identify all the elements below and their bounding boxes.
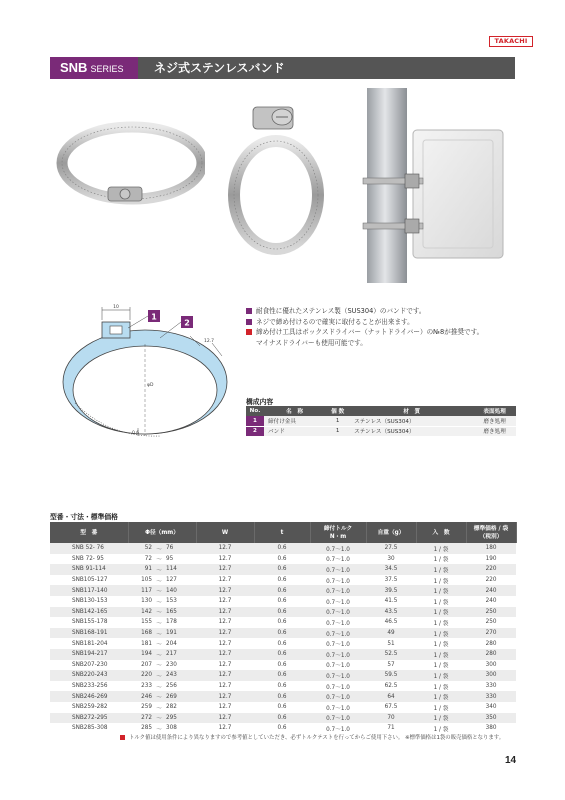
spec-torque: 0.7〜1.0 xyxy=(310,564,366,575)
spec-dia-min: 91 xyxy=(128,564,152,575)
spec-row xyxy=(50,681,516,692)
spec-row xyxy=(50,596,516,607)
callout-2: 2 xyxy=(184,318,190,328)
callout-1: 1 xyxy=(151,312,157,322)
spec-price: 350 xyxy=(466,713,516,724)
feature-text-continued: マイナスドライバーも使用可能です。 xyxy=(256,338,367,347)
dim-phi-label: φD xyxy=(147,383,154,388)
col-qty: 個 数 xyxy=(325,406,350,416)
spec-torque: 0.7〜1.0 xyxy=(310,681,366,692)
spec-w: 12.7 xyxy=(196,575,254,586)
spec-dia-sep: 〜 xyxy=(152,617,166,628)
spec-model: SNB 91-114 xyxy=(50,564,128,575)
bullet-square-icon xyxy=(120,735,125,740)
spec-t: 0.6 xyxy=(254,554,310,565)
spec-dia-max: 153 xyxy=(166,596,196,607)
dim-width-label: 10 xyxy=(113,305,119,310)
component-name: バンド xyxy=(264,426,325,436)
spec-row xyxy=(50,660,516,671)
spec-t: 0.6 xyxy=(254,607,310,618)
spec-w: 12.7 xyxy=(196,607,254,618)
spec-model: SNB233-256 xyxy=(50,681,128,692)
spec-dia-min: 259 xyxy=(128,702,152,713)
spec-row xyxy=(50,649,516,660)
series-header xyxy=(50,57,515,79)
spec-t: 0.6 xyxy=(254,543,310,554)
components-row xyxy=(246,426,516,436)
spec-torque: 0.7〜1.0 xyxy=(310,617,366,628)
spec-dia-sep: 〜 xyxy=(152,638,166,649)
spec-dia-min: 52 xyxy=(128,543,152,554)
spec-row xyxy=(50,691,516,702)
component-finish: 磨き処理 xyxy=(473,426,516,436)
bullet-square-icon xyxy=(246,329,252,335)
spec-dia-sep: 〜 xyxy=(152,575,166,586)
spec-row xyxy=(50,543,516,554)
component-qty: 1 xyxy=(325,416,350,426)
bullet-square-icon xyxy=(246,319,252,325)
spec-price: 250 xyxy=(466,607,516,618)
spec-t: 0.6 xyxy=(254,649,310,660)
spec-model: SNB142-165 xyxy=(50,607,128,618)
spec-w: 12.7 xyxy=(196,649,254,660)
spec-dia-sep: 〜 xyxy=(152,585,166,596)
spec-torque: 0.7〜1.0 xyxy=(310,723,366,734)
spec-price: 300 xyxy=(466,660,516,671)
spec-torque: 0.7〜1.0 xyxy=(310,660,366,671)
spec-dia-max: 295 xyxy=(166,713,196,724)
col-price: 標準価格 / 袋 （税別） xyxy=(466,522,516,543)
feature-text: ネジで締め付けるので確実に取付ることが出来ます。 xyxy=(256,317,414,326)
spec-qty: 1 / 袋 xyxy=(416,723,466,734)
spec-dia-max: 165 xyxy=(166,607,196,618)
spec-dia-max: 230 xyxy=(166,660,196,671)
spec-price: 220 xyxy=(466,564,516,575)
col-name: 名 称 xyxy=(264,406,325,416)
spec-t: 0.6 xyxy=(254,564,310,575)
spec-weight: 43.5 xyxy=(366,607,416,618)
spec-dia-sep: 〜 xyxy=(152,554,166,565)
spec-t: 0.6 xyxy=(254,596,310,607)
feature-item xyxy=(246,327,536,338)
spec-torque: 0.7〜1.0 xyxy=(310,691,366,702)
col-t: t xyxy=(254,522,310,543)
spec-row xyxy=(50,554,516,565)
spec-w: 12.7 xyxy=(196,543,254,554)
spec-dia-max: 269 xyxy=(166,691,196,702)
spec-t: 0.6 xyxy=(254,660,310,671)
spec-price: 270 xyxy=(466,628,516,639)
spec-weight: 34.5 xyxy=(366,564,416,575)
spec-t: 0.6 xyxy=(254,723,310,734)
band-dimension-diagram xyxy=(50,298,240,458)
spec-price: 250 xyxy=(466,617,516,628)
spec-torque: 0.7〜1.0 xyxy=(310,585,366,596)
spec-torque: 0.7〜1.0 xyxy=(310,713,366,724)
spec-dia-min: 130 xyxy=(128,596,152,607)
component-material: ステンレス（SUS304） xyxy=(350,426,473,436)
spec-dia-max: 76 xyxy=(166,543,196,554)
spec-weight: 46.5 xyxy=(366,617,416,628)
col-model: 型 番 xyxy=(50,522,128,543)
spec-price: 240 xyxy=(466,596,516,607)
feature-item xyxy=(246,317,536,328)
spec-w: 12.7 xyxy=(196,596,254,607)
footnote xyxy=(120,733,504,741)
spec-weight: 70 xyxy=(366,713,416,724)
spec-w: 12.7 xyxy=(196,702,254,713)
spec-qty: 1 / 袋 xyxy=(416,660,466,671)
components-row xyxy=(246,416,516,426)
spec-model: SNB246-269 xyxy=(50,691,128,702)
spec-dia-max: 308 xyxy=(166,723,196,734)
spec-dia-max: 204 xyxy=(166,638,196,649)
spec-dia-min: 168 xyxy=(128,628,152,639)
spec-price: 300 xyxy=(466,670,516,681)
spec-qty: 1 / 袋 xyxy=(416,554,466,565)
spec-t: 0.6 xyxy=(254,585,310,596)
bullet-square-icon xyxy=(246,308,252,314)
spec-dia-sep: 〜 xyxy=(152,660,166,671)
spec-dia-min: 207 xyxy=(128,660,152,671)
spec-row xyxy=(50,628,516,639)
spec-dia-sep: 〜 xyxy=(152,628,166,639)
spec-dia-min: 246 xyxy=(128,691,152,702)
spec-torque: 0.7〜1.0 xyxy=(310,638,366,649)
spec-torque: 0.7〜1.0 xyxy=(310,554,366,565)
spec-weight: 27.5 xyxy=(366,543,416,554)
spec-dia-sep: 〜 xyxy=(152,649,166,660)
spec-weight: 37.5 xyxy=(366,575,416,586)
spec-model: SNB 52- 76 xyxy=(50,543,128,554)
spec-dia-max: 243 xyxy=(166,670,196,681)
spec-qty: 1 / 袋 xyxy=(416,681,466,692)
spec-price: 340 xyxy=(466,702,516,713)
spec-weight: 71 xyxy=(366,723,416,734)
spec-dia-sep: 〜 xyxy=(152,607,166,618)
col-no: No. xyxy=(246,406,264,416)
brand-logo: TAKACHI xyxy=(489,36,533,47)
spec-t: 0.6 xyxy=(254,617,310,628)
dim-w-label: 12.7 xyxy=(204,339,215,344)
component-no: 1 xyxy=(246,416,264,426)
spec-w: 12.7 xyxy=(196,638,254,649)
spec-row xyxy=(50,607,516,618)
col-finish: 表面処理 xyxy=(473,406,516,416)
components-title: 構成内容 xyxy=(246,398,274,406)
spec-price: 330 xyxy=(466,681,516,692)
spec-price: 280 xyxy=(466,649,516,660)
spec-model: SNB207-230 xyxy=(50,660,128,671)
spec-weight: 30 xyxy=(366,554,416,565)
spec-row xyxy=(50,564,516,575)
component-material: ステンレス（SUS304） xyxy=(350,416,473,426)
spec-table xyxy=(50,522,517,734)
spec-t: 0.6 xyxy=(254,702,310,713)
spec-dia-min: 181 xyxy=(128,638,152,649)
spec-weight: 52.5 xyxy=(366,649,416,660)
spec-t: 0.6 xyxy=(254,681,310,692)
spec-w: 12.7 xyxy=(196,670,254,681)
spec-dia-min: 272 xyxy=(128,713,152,724)
spec-weight: 41.5 xyxy=(366,596,416,607)
component-no: 2 xyxy=(246,426,264,436)
spec-torque: 0.7〜1.0 xyxy=(310,649,366,660)
component-qty: 1 xyxy=(325,426,350,436)
components-header-row xyxy=(246,406,516,416)
spec-dia-max: 178 xyxy=(166,617,196,628)
spec-t: 0.6 xyxy=(254,670,310,681)
col-qty: 入 数 xyxy=(416,522,466,543)
spec-model: SNB155-178 xyxy=(50,617,128,628)
spec-model: SNB220-243 xyxy=(50,670,128,681)
spec-w: 12.7 xyxy=(196,617,254,628)
spec-dia-max: 256 xyxy=(166,681,196,692)
components-table xyxy=(246,406,516,437)
spec-torque: 0.7〜1.0 xyxy=(310,543,366,554)
spec-dia-min: 233 xyxy=(128,681,152,692)
spec-weight: 51 xyxy=(366,638,416,649)
spec-w: 12.7 xyxy=(196,628,254,639)
col-diameter: Φ径（mm） xyxy=(128,522,196,543)
series-word: SERIES xyxy=(90,64,124,74)
spec-dia-sep: 〜 xyxy=(152,681,166,692)
feature-text: 締め付け工具はボックスドライバー（ナットドライバー）の№8が推奨です。 xyxy=(256,328,484,336)
spec-dia-min: 220 xyxy=(128,670,152,681)
spec-t: 0.6 xyxy=(254,638,310,649)
spec-model: SNB168-191 xyxy=(50,628,128,639)
page-title: ネジ式ステンレスバンド xyxy=(138,57,515,79)
spec-dia-max: 217 xyxy=(166,649,196,660)
spec-dia-sep: 〜 xyxy=(152,543,166,554)
spec-qty: 1 / 袋 xyxy=(416,564,466,575)
spec-t: 0.6 xyxy=(254,691,310,702)
spec-row xyxy=(50,702,516,713)
spec-model: SNB130-153 xyxy=(50,596,128,607)
spec-model: SNB117-140 xyxy=(50,585,128,596)
spec-row xyxy=(50,585,516,596)
spec-price: 220 xyxy=(466,575,516,586)
spec-dia-max: 282 xyxy=(166,702,196,713)
spec-dia-sep: 〜 xyxy=(152,691,166,702)
spec-dia-min: 117 xyxy=(128,585,152,596)
col-material: 材 質 xyxy=(350,406,473,416)
spec-row xyxy=(50,670,516,681)
spec-qty: 1 / 袋 xyxy=(416,628,466,639)
spec-dia-min: 194 xyxy=(128,649,152,660)
spec-price: 240 xyxy=(466,585,516,596)
spec-w: 12.7 xyxy=(196,554,254,565)
col-w: W xyxy=(196,522,254,543)
spec-weight: 67.5 xyxy=(366,702,416,713)
spec-weight: 39.5 xyxy=(366,585,416,596)
spec-qty: 1 / 袋 xyxy=(416,702,466,713)
page-number: 14 xyxy=(505,755,517,766)
feature-item xyxy=(246,306,536,317)
spec-qty: 1 / 袋 xyxy=(416,638,466,649)
spec-qty: 1 / 袋 xyxy=(416,649,466,660)
spec-dia-min: 285 xyxy=(128,723,152,734)
spec-w: 12.7 xyxy=(196,660,254,671)
spec-qty: 1 / 袋 xyxy=(416,596,466,607)
spec-dia-sep: 〜 xyxy=(152,596,166,607)
spec-qty: 1 / 袋 xyxy=(416,713,466,724)
spec-w: 12.7 xyxy=(196,691,254,702)
spec-dia-sep: 〜 xyxy=(152,564,166,575)
spec-price: 180 xyxy=(466,543,516,554)
spec-dia-max: 95 xyxy=(166,554,196,565)
spec-dia-sep: 〜 xyxy=(152,713,166,724)
spec-dia-max: 140 xyxy=(166,585,196,596)
series-code: SNB xyxy=(60,60,88,75)
spec-price: 380 xyxy=(466,723,516,734)
spec-dia-max: 114 xyxy=(166,564,196,575)
spec-row xyxy=(50,713,516,724)
spec-header-row xyxy=(50,522,516,543)
spec-weight: 49 xyxy=(366,628,416,639)
spec-torque: 0.7〜1.0 xyxy=(310,596,366,607)
spec-qty: 1 / 袋 xyxy=(416,585,466,596)
spec-t: 0.6 xyxy=(254,575,310,586)
dim-t-label: 0.6 xyxy=(132,431,140,436)
spec-dia-min: 155 xyxy=(128,617,152,628)
spec-price: 190 xyxy=(466,554,516,565)
spec-price: 280 xyxy=(466,638,516,649)
spec-model: SNB259-282 xyxy=(50,702,128,713)
spec-w: 12.7 xyxy=(196,723,254,734)
spec-dia-min: 142 xyxy=(128,607,152,618)
spec-row xyxy=(50,638,516,649)
spec-torque: 0.7〜1.0 xyxy=(310,575,366,586)
spec-dia-sep: 〜 xyxy=(152,670,166,681)
spec-dia-min: 72 xyxy=(128,554,152,565)
spec-w: 12.7 xyxy=(196,564,254,575)
spec-w: 12.7 xyxy=(196,681,254,692)
series-label xyxy=(50,57,138,79)
col-weight: 自重（g） xyxy=(366,522,416,543)
spec-dia-sep: 〜 xyxy=(152,702,166,713)
component-finish: 磨き処理 xyxy=(473,416,516,426)
spec-qty: 1 / 袋 xyxy=(416,575,466,586)
feature-text: 耐食性に優れたステンレス製（SUS304）のバンドです。 xyxy=(256,307,426,315)
spec-model: SNB272-295 xyxy=(50,713,128,724)
spec-model: SNB181-204 xyxy=(50,638,128,649)
spec-row xyxy=(50,617,516,628)
spec-weight: 57 xyxy=(366,660,416,671)
spec-model: SNB105-127 xyxy=(50,575,128,586)
spec-model: SNB285-308 xyxy=(50,723,128,734)
footnote-text: トルク値は使用条件により異なりますので参考値としていただき、必ずトルクテストを行ってからご使用下さい。 ※標準価格は1袋の販売価格となります。 xyxy=(129,735,505,741)
product-photo-band-closed xyxy=(220,95,330,265)
spec-dia-sep: 〜 xyxy=(152,723,166,734)
spec-w: 12.7 xyxy=(196,585,254,596)
col-torque: 締付トルク N・m xyxy=(310,522,366,543)
spec-weight: 64 xyxy=(366,691,416,702)
spec-weight: 62.5 xyxy=(366,681,416,692)
spec-qty: 1 / 袋 xyxy=(416,670,466,681)
spec-qty: 1 / 袋 xyxy=(416,617,466,628)
spec-qty: 1 / 袋 xyxy=(416,691,466,702)
spec-title: 型番・寸法・標準価格 xyxy=(50,513,118,521)
component-name: 締付け金具 xyxy=(264,416,325,426)
product-photo-band-open xyxy=(50,100,205,260)
spec-model: SNB 72- 95 xyxy=(50,554,128,565)
spec-torque: 0.7〜1.0 xyxy=(310,607,366,618)
spec-price: 330 xyxy=(466,691,516,702)
spec-w: 12.7 xyxy=(196,713,254,724)
spec-torque: 0.7〜1.0 xyxy=(310,628,366,639)
spec-model: SNB194-217 xyxy=(50,649,128,660)
spec-qty: 1 / 袋 xyxy=(416,607,466,618)
spec-row xyxy=(50,575,516,586)
feature-list xyxy=(246,306,536,348)
spec-dia-max: 127 xyxy=(166,575,196,586)
spec-t: 0.6 xyxy=(254,713,310,724)
spec-qty: 1 / 袋 xyxy=(416,543,466,554)
spec-weight: 59.5 xyxy=(366,670,416,681)
spec-torque: 0.7〜1.0 xyxy=(310,702,366,713)
spec-torque: 0.7〜1.0 xyxy=(310,670,366,681)
spec-dia-min: 105 xyxy=(128,575,152,586)
product-photo-pole-mount xyxy=(345,88,515,283)
spec-t: 0.6 xyxy=(254,628,310,639)
spec-dia-max: 191 xyxy=(166,628,196,639)
